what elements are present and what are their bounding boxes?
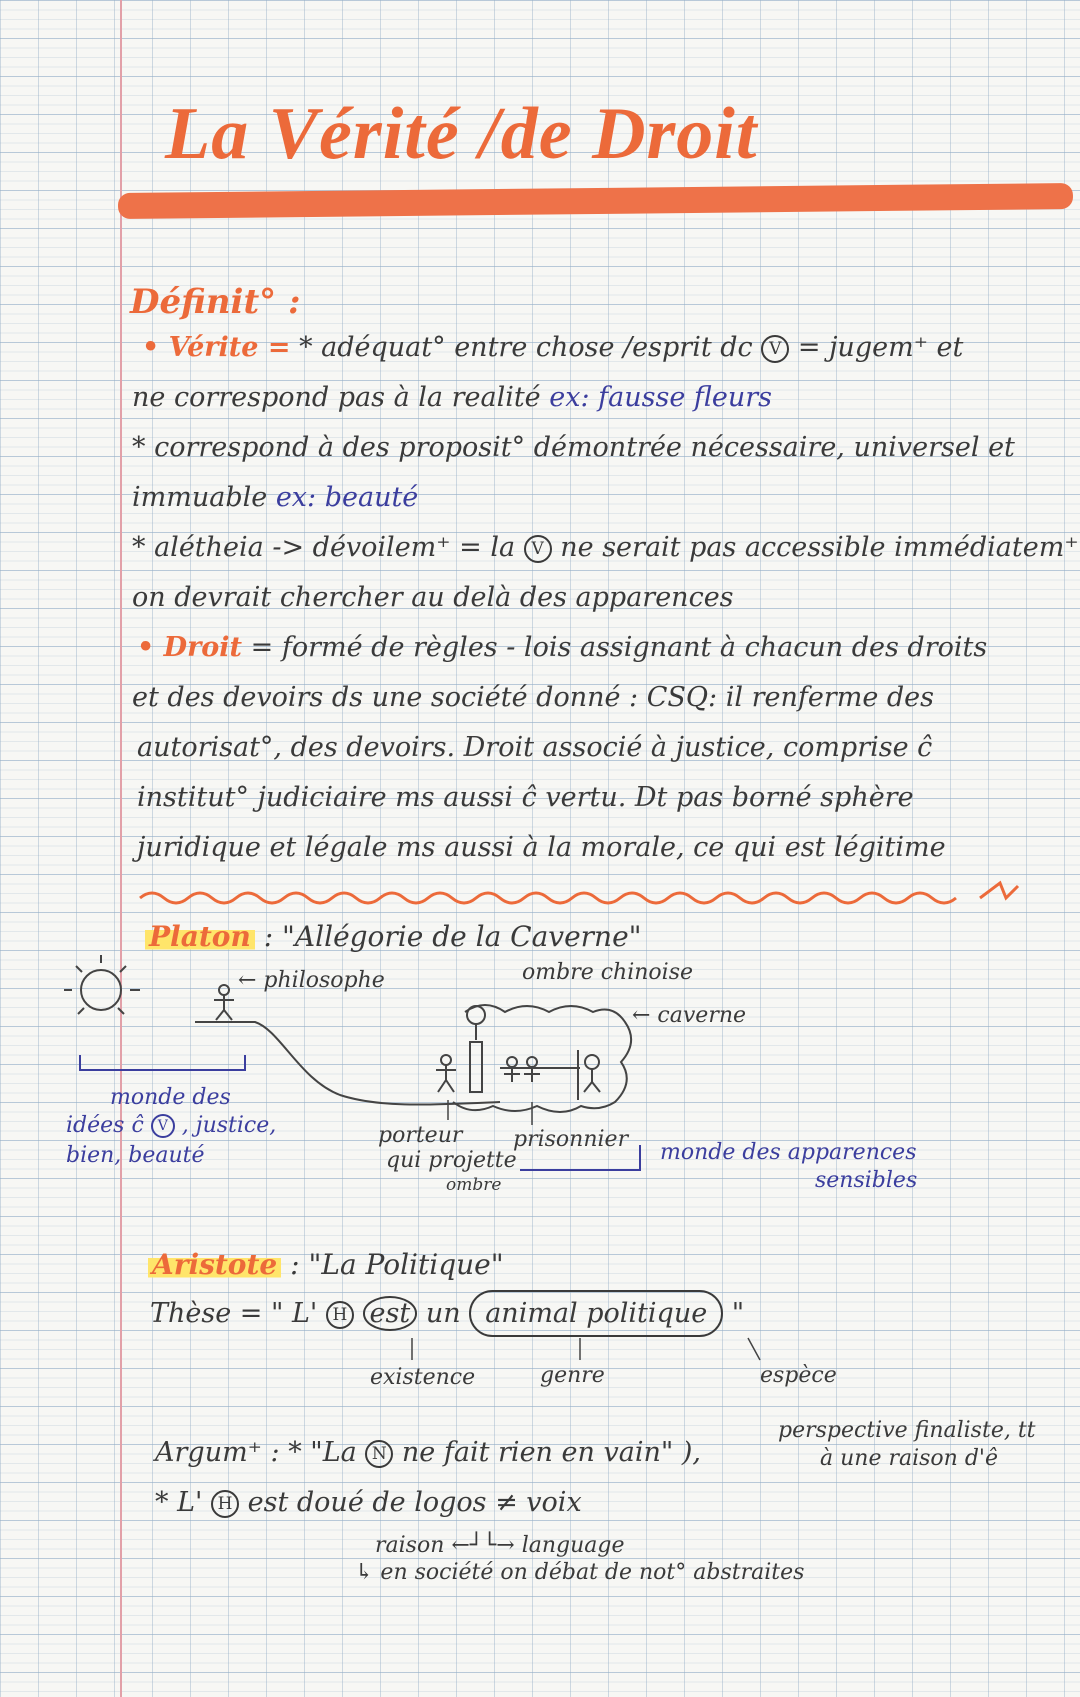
line2-text: ne correspond pas à la realité xyxy=(132,382,541,413)
v-symbol-3: V xyxy=(151,1114,175,1138)
v-symbol-2: V xyxy=(524,535,552,563)
line2-example: ex: fausse fleurs xyxy=(549,382,773,413)
platon-name: Platon xyxy=(145,920,255,953)
monde-idees-1: monde des xyxy=(110,1085,231,1110)
wavy-separator-end xyxy=(980,883,1018,898)
tree-icon xyxy=(467,1006,485,1040)
societe-line: ↳ en société on débat de not° abstraites xyxy=(355,1560,805,1585)
philosophe-label: ← philosophe xyxy=(238,968,385,993)
line5-end: ne serait pas accessible immédiatem⁺ xyxy=(560,532,1079,563)
line5-text: * alétheia -> dévoilem⁺ = la xyxy=(132,532,516,563)
wall-rect xyxy=(470,1042,482,1092)
argum-2b-text: est doué de logos ≠ voix xyxy=(247,1487,582,1518)
raison-language-line: raison ←┘└→ language xyxy=(375,1533,625,1558)
monde-apparences-2: sensibles xyxy=(815,1168,918,1193)
monde-apparences-1: monde des apparences xyxy=(660,1140,917,1165)
verite-line-6: on devrait chercher au delà des apparences xyxy=(132,582,734,613)
wavy-separator xyxy=(140,893,956,903)
these-est: est xyxy=(363,1296,418,1331)
droit-line-5: juridique et légale ms aussi à la morale, ce qui est légitime xyxy=(137,832,946,863)
porteur-3: ombre xyxy=(446,1175,502,1195)
n-symbol: N xyxy=(365,1440,393,1468)
aristote-work: : "La Politique" xyxy=(290,1248,504,1281)
v-symbol: V xyxy=(761,335,789,363)
verite-text-1: * adéquat° entre chose /esprit dc xyxy=(299,332,753,363)
animal-politique: animal politique xyxy=(469,1290,723,1337)
argum-2-text: * L' xyxy=(155,1487,203,1518)
argum-1-text: Argum⁺ : * "La xyxy=(155,1437,357,1468)
genre-label: genre xyxy=(540,1363,605,1388)
prisonnier-label: prisonnier xyxy=(513,1127,629,1152)
espece-label: espèce xyxy=(760,1363,837,1388)
prisoners-figures xyxy=(500,1057,580,1082)
monde-idees-3: bien, beauté xyxy=(66,1143,205,1168)
philosopher-figure xyxy=(214,985,234,1020)
droit-line-2: et des devoirs ds une société donné : CSQ: il renferme des xyxy=(132,682,934,713)
arrow-espece xyxy=(748,1338,760,1360)
sun-icon xyxy=(64,955,140,1014)
droit-label: • Droit xyxy=(137,632,243,663)
droit-text-1: = formé de règles - lois assignant à chacun des droits xyxy=(250,632,988,663)
these-close: " xyxy=(731,1298,745,1329)
verite-label: • Vérite = xyxy=(142,332,291,363)
line4-text: immuable xyxy=(132,482,268,513)
h-symbol: H xyxy=(326,1301,354,1329)
these-un: un xyxy=(425,1298,461,1329)
h-symbol-2: H xyxy=(211,1490,239,1518)
monde-idees-2b-text: , justice, xyxy=(181,1113,277,1138)
caverne-label: ← caverne xyxy=(632,1003,747,1028)
monde-idees-2-text: idées ĉ xyxy=(66,1113,144,1138)
aristote-name: Aristote xyxy=(148,1248,281,1281)
these-text: Thèse = " L' xyxy=(150,1298,318,1329)
cave-outline xyxy=(453,1005,631,1112)
line4-example: ex: beauté xyxy=(275,482,419,513)
existence-label: existence xyxy=(370,1365,476,1390)
argum-1b-text: ne fait rien en vain" ), xyxy=(401,1437,701,1468)
verite-line-3: * correspond à des proposit° démontrée nécessaire, universel et xyxy=(132,432,1015,463)
ombre-label: ombre chinoise xyxy=(522,960,694,985)
page-title: La Vérité /de Droit xyxy=(165,93,758,175)
bracket-ideas xyxy=(80,1055,245,1070)
droit-line-4: institut° judiciaire ms aussi ĉ vertu. Dt pas borné sphère xyxy=(137,782,914,813)
bracket-apparences xyxy=(520,1145,640,1170)
droit-line-3: autorisat°, des devoirs. Droit associé à justice, comprise ĉ xyxy=(137,732,933,763)
verite-text-1-end: = jugem⁺ et xyxy=(797,332,964,363)
porteur-figure xyxy=(436,1055,456,1092)
porteur-2: qui projette xyxy=(386,1148,517,1173)
porteur-1: porteur xyxy=(378,1123,463,1148)
perspective-line: perspective finaliste, tt xyxy=(778,1418,1036,1443)
definition-heading: Définit° : xyxy=(130,282,301,322)
platon-work: : "Allégorie de la Caverne" xyxy=(263,920,642,953)
hill-path xyxy=(195,1022,500,1105)
perspective-line-2: à une raison d'ê xyxy=(820,1446,998,1471)
shadow-figure xyxy=(578,1050,600,1100)
